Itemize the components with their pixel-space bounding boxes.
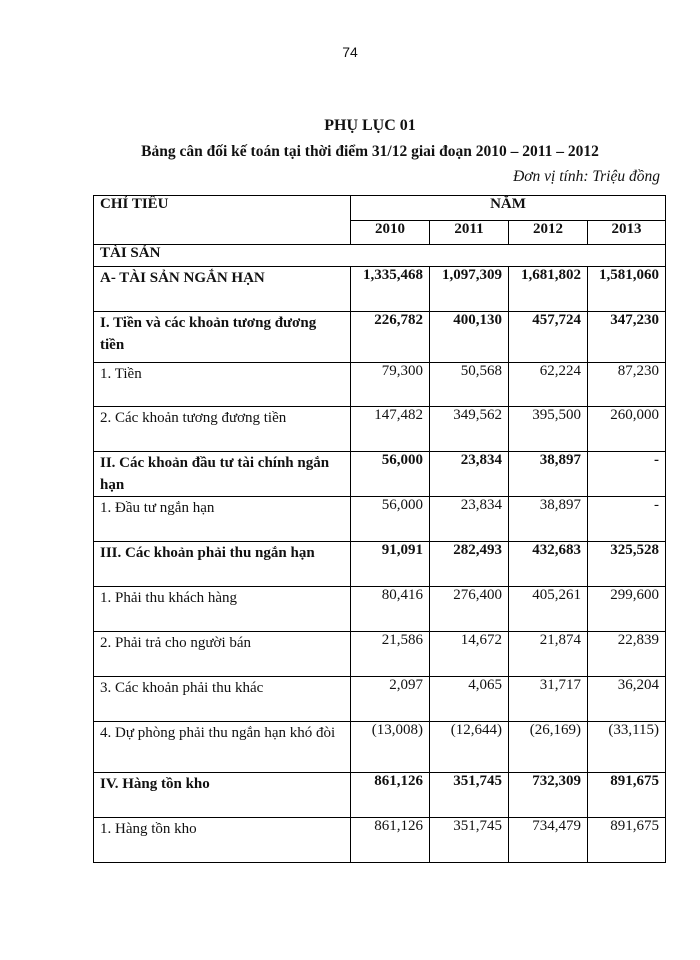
cell-value: 891,675	[588, 773, 666, 818]
row-label: 2. Các khoản tương đương tiền	[94, 407, 351, 452]
appendix-title: PHỤ LỤC 01	[324, 117, 416, 134]
table-row	[94, 677, 666, 722]
cell-value: 395,500	[509, 407, 588, 452]
cell-value: 325,528	[588, 542, 666, 587]
balance-sheet-table	[93, 195, 666, 863]
cell-value: 861,126	[351, 818, 430, 863]
cell-value: 282,493	[430, 542, 509, 587]
page-number: 74	[342, 44, 358, 60]
cell-value: (12,644)	[430, 722, 509, 773]
table-row	[94, 497, 666, 542]
row-label: 1. Đầu tư ngắn hạn	[94, 497, 351, 542]
cell-value: 14,672	[430, 632, 509, 677]
cell-value: 347,230	[588, 312, 666, 363]
table-row	[94, 542, 666, 587]
table-row	[94, 363, 666, 407]
year-header-2013: 2013	[588, 221, 666, 245]
cell-value: 91,091	[351, 542, 430, 587]
cell-value: 400,130	[430, 312, 509, 363]
cell-value: (26,169)	[509, 722, 588, 773]
cell-value: 351,745	[430, 773, 509, 818]
cell-value: 861,126	[351, 773, 430, 818]
table-row	[94, 452, 666, 497]
table-row	[94, 312, 666, 363]
cell-value: 22,839	[588, 632, 666, 677]
cell-value: 50,568	[430, 363, 509, 407]
cell-value: 56,000	[351, 497, 430, 542]
cell-value: 23,834	[430, 452, 509, 497]
row-label: A- TÀI SẢN NGẮN HẠN	[94, 267, 351, 312]
table-row	[94, 267, 666, 312]
cell-value: 56,000	[351, 452, 430, 497]
cell-value: 79,300	[351, 363, 430, 407]
cell-value: 299,600	[588, 587, 666, 632]
row-label: 1. Phải thu khách hàng	[94, 587, 351, 632]
cell-value: (13,008)	[351, 722, 430, 773]
cell-value: 1,335,468	[351, 267, 430, 312]
row-label: 1. Hàng tồn kho	[94, 818, 351, 863]
cell-value: -	[588, 497, 666, 542]
table-row	[94, 587, 666, 632]
cell-value: 732,309	[509, 773, 588, 818]
cell-value: 21,586	[351, 632, 430, 677]
row-label: 2. Phải trả cho người bán	[94, 632, 351, 677]
cell-value: 21,874	[509, 632, 588, 677]
cell-value: 62,224	[509, 363, 588, 407]
cell-value: 1,581,060	[588, 267, 666, 312]
table-row	[94, 722, 666, 773]
cell-value: 1,097,309	[430, 267, 509, 312]
cell-value: -	[588, 452, 666, 497]
year-header-2011: 2011	[430, 221, 509, 245]
cell-value: (33,115)	[588, 722, 666, 773]
indicator-header: CHỈ TIÊU	[94, 196, 351, 245]
cell-value: 405,261	[509, 587, 588, 632]
section-label-assets: TÀI SẢN	[94, 245, 666, 267]
cell-value: 38,897	[509, 452, 588, 497]
table-row	[94, 632, 666, 677]
cell-value: 31,717	[509, 677, 588, 722]
cell-value: 36,204	[588, 677, 666, 722]
row-label: 1. Tiền	[94, 363, 351, 407]
cell-value: 891,675	[588, 818, 666, 863]
cell-value: 351,745	[430, 818, 509, 863]
year-group-header: NĂM	[351, 196, 666, 221]
cell-value: 147,482	[351, 407, 430, 452]
row-label: III. Các khoản phải thu ngắn hạn	[94, 542, 351, 587]
cell-value: 1,681,802	[509, 267, 588, 312]
cell-value: 2,097	[351, 677, 430, 722]
cell-value: 432,683	[509, 542, 588, 587]
cell-value: 87,230	[588, 363, 666, 407]
row-label: 4. Dự phòng phải thu ngắn hạn khó đòi	[94, 722, 351, 773]
table-title: Bảng cân đối kế toán tại thời điểm 31/12 giai đoạn 2010 – 2011 – 2012	[141, 143, 599, 160]
cell-value: 226,782	[351, 312, 430, 363]
cell-value: 734,479	[509, 818, 588, 863]
cell-value: 38,897	[509, 497, 588, 542]
table-row	[94, 818, 666, 863]
row-label: II. Các khoản đầu tư tài chính ngắn hạn	[94, 452, 351, 497]
cell-value: 80,416	[351, 587, 430, 632]
row-label: I. Tiền và các khoản tương đương tiền	[94, 312, 351, 363]
year-header-2012: 2012	[509, 221, 588, 245]
cell-value: 349,562	[430, 407, 509, 452]
cell-value: 23,834	[430, 497, 509, 542]
cell-value: 276,400	[430, 587, 509, 632]
table-row	[94, 407, 666, 452]
cell-value: 4,065	[430, 677, 509, 722]
year-header-2010: 2010	[351, 221, 430, 245]
unit-note: Đơn vị tính: Triệu đồng	[513, 168, 660, 185]
table-row	[94, 773, 666, 818]
row-label: 3. Các khoản phải thu khác	[94, 677, 351, 722]
cell-value: 457,724	[509, 312, 588, 363]
row-label: IV. Hàng tồn kho	[94, 773, 351, 818]
cell-value: 260,000	[588, 407, 666, 452]
